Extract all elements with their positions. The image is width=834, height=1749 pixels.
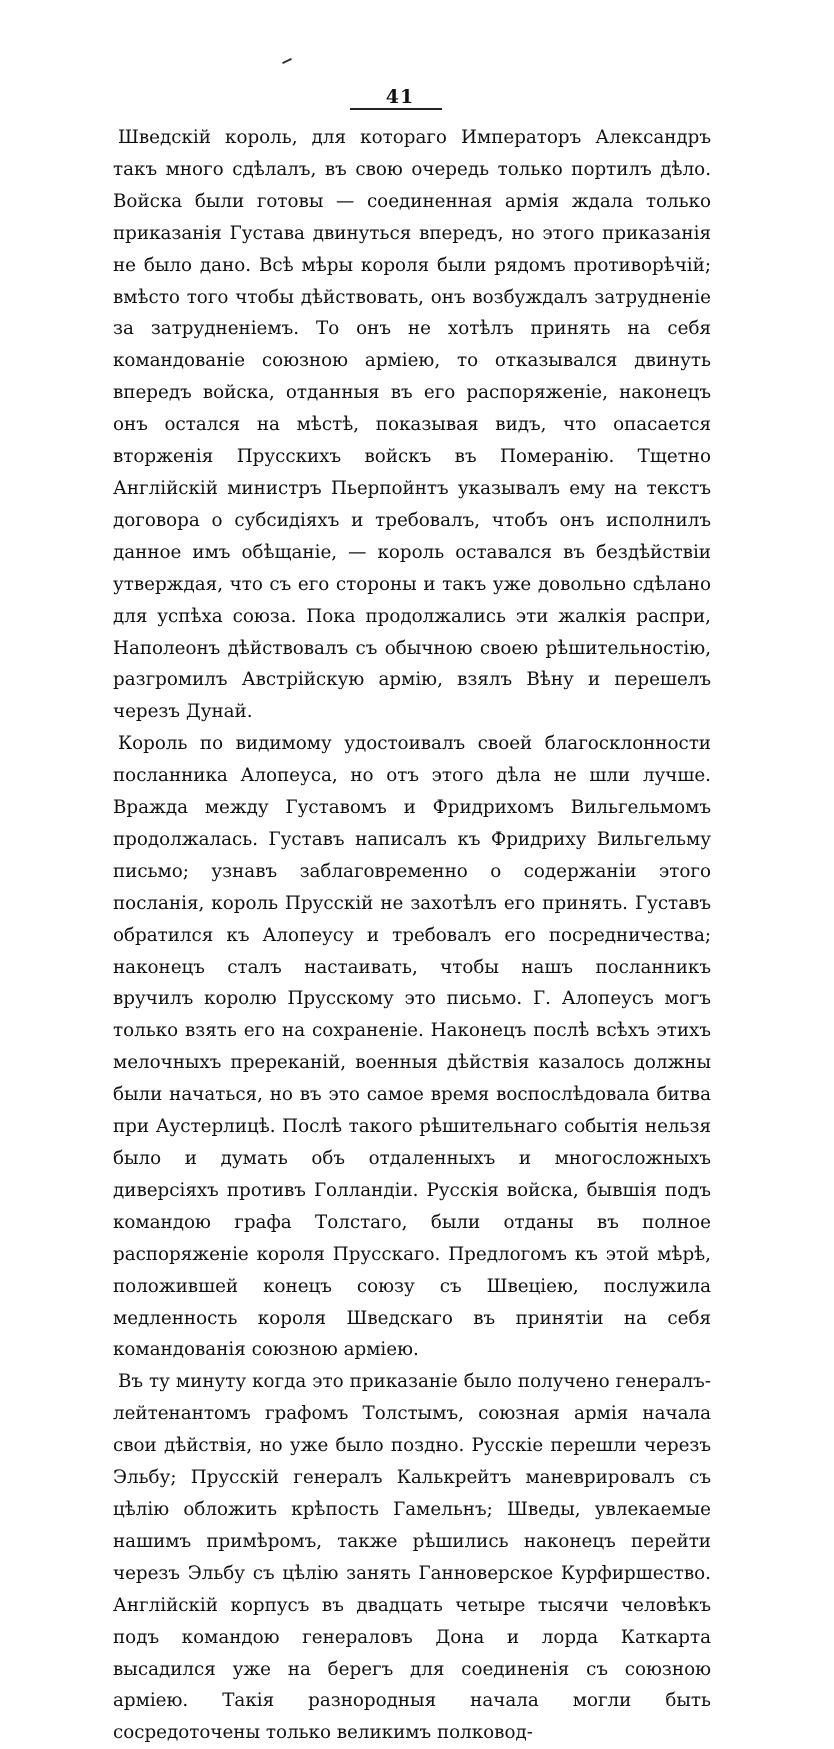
page-number: 41 [385, 86, 415, 108]
paragraph-3: Въ ту минуту когда это приказаніе было получено генералъ-лейтенантомъ графомъ Толстымъ, союзная армія начала свои дѣйствія, но уже было поздно. Русскіе перешли черезъ Эльбу; Прусскій генералъ Калькрейтъ маневрировалъ съ цѣлію обложить крѣпость Гамельнъ; Шведы, увлекаемые нашимъ примѣромъ, также рѣшились наконецъ перейти черезъ Эльбу съ цѣлію занять Ганноверское Курфиршество. Англійскій корпусъ въ двадцать четыре тысячи человѣкъ подъ командою генераловъ Дона и лорда Каткарта высадился уже на берегъ для соединенія съ союзною арміею. Такія разнородныя начала могли быть сосредоточены только великимъ полковод- [113, 1371, 711, 1744]
body-text [113, 122, 711, 1749]
paragraph-1: Шведскій король, для котораго Императоръ Александръ такъ много сдѣлалъ, въ свою очередь только портилъ дѣло. Войска были готовы — соединенная армія ждала только приказанія Густава двинуться впередъ, но этого приказанія не было дано. Всѣ мѣры короля были рядомъ противорѣчій; вмѣсто того чтобы дѣйствовать, онъ возбуждалъ затрудненіе за затрудненіемъ. То онъ не хотѣлъ принять на себя командованіе союзною арміею, то отказывался двинуть впередъ войска, отданныя въ его распоряженіе, наконецъ онъ остался на мѣстѣ, показывая видъ, что опасается вторженія Прусскихъ войскъ въ Померанію. Тщетно Англійскій министръ Пьерпойнтъ указывалъ ему на текстъ договора о субсидіяхъ и требовалъ, чтобъ онъ исполнилъ данное имъ обѣщаніе, — король оставался въ бездѣйствіи утверждая, что съ его стороны и такъ уже довольно сдѣлано для успѣха союза. Пока продолжались эти жалкія распри, Наполеонъ дѣйствовалъ съ обычною своею рѣшительностію, разгромилъ Австрійскую армію, взялъ Вѣну и перешелъ черезъ Дунай. [113, 127, 711, 723]
paragraph-2: Король по видимому удостоивалъ своей благосклонности посланника Алопеуса, но отъ этого дѣла не шли лучше. Вражда между Густавомъ и Фридрихомъ Вильгельмомъ продолжалась. Густавъ написалъ къ Фридриху Вильгельму письмо; узнавъ заблаговременно о содержаніи этого посланія, король Прусскій не захотѣлъ его принять. Густавъ обратился къ Алопеусу и требовалъ его посредничества; наконецъ сталъ настаивать, чтобы нашъ посланникъ вручилъ королю Прусскому это письмо. Г. Алопеусъ могъ только взять его на сохраненіе. Наконецъ послѣ всѣхъ этихъ мелочныхъ пререканій, военныя дѣйствія казалось должны были начаться, но въ это самое время воспослѣдовала битва при Аустерлицѣ. Послѣ такого рѣшительнаго событія нельзя было и думать объ отдаленныхъ и многосложныхъ диверсіяхъ противъ Голландіи. Русскія войска, бывшія подъ командою графа Толстаго, были отданы въ полное распоряженіе короля Прусскаго. Предлогомъ къ этой мѣрѣ, положившей конецъ союзу съ Швеціею, послужила медленность короля Шведскаго въ принятіи на себя командованія союзною арміею. [113, 733, 711, 1361]
print-speck [282, 58, 292, 64]
header-rule [350, 108, 442, 110]
